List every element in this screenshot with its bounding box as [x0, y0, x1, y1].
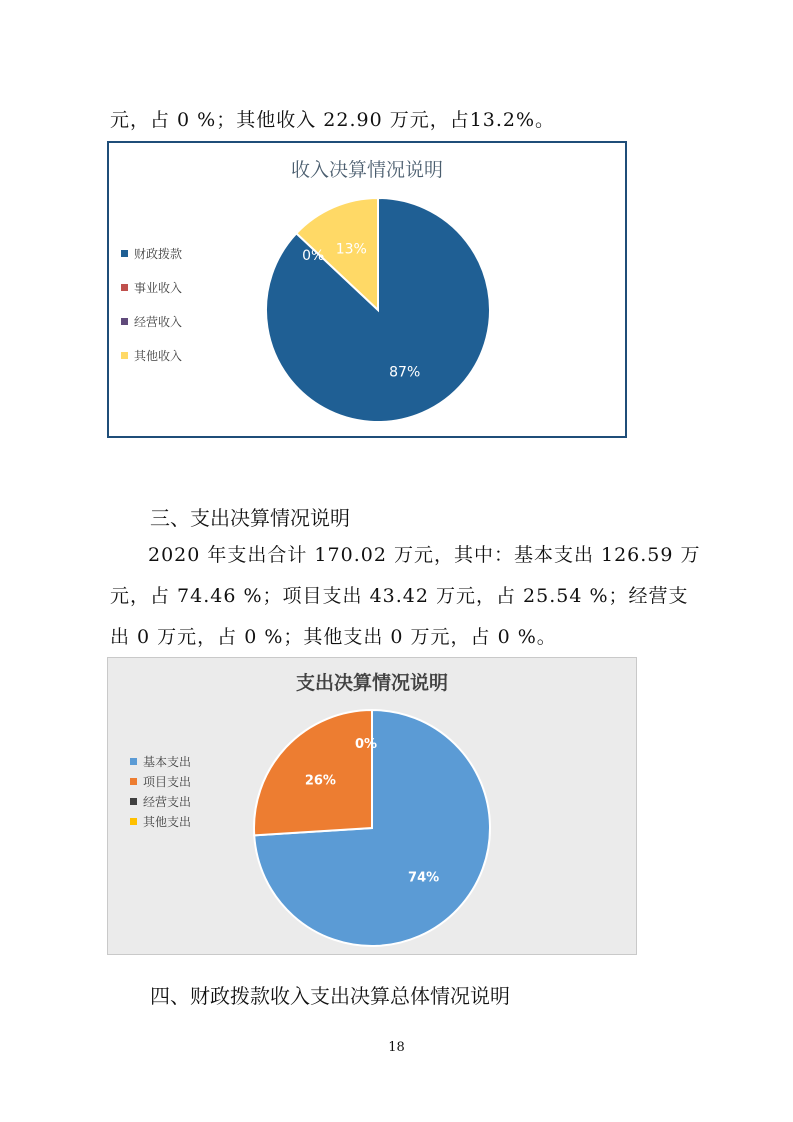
- legend-label: 经营收入: [134, 314, 183, 329]
- income-pie-chart: [107, 141, 627, 438]
- legend-label: 财政拨款: [134, 246, 183, 261]
- pie-data-label: 0%: [354, 737, 378, 753]
- expenditure-pie-chart: [107, 657, 637, 955]
- legend-label: 其他收入: [134, 348, 183, 363]
- section-heading: 三、支出决算情况说明: [150, 506, 350, 530]
- pie-data-label: 0%: [302, 247, 325, 264]
- pie-plot: [109, 143, 625, 436]
- legend-label: 经营支出: [143, 794, 192, 809]
- body-text: 出 0 万元，占 0 %；其他支出 0 万元，占 0 %。: [110, 626, 557, 648]
- pie-plot: [108, 658, 636, 954]
- pie-data-label: 26%: [304, 773, 336, 789]
- pie-data-label: 13%: [335, 241, 367, 258]
- legend-label: 基本支出: [143, 754, 192, 769]
- legend-label: 其他支出: [143, 814, 192, 829]
- section-heading: 四、财政拨款收入支出决算总体情况说明: [150, 984, 510, 1008]
- chart-title: 支出决算情况说明: [295, 672, 448, 694]
- body-text: 元，占 74.46 %；项目支出 43.42 万元，占 25.54 %；经营支: [110, 585, 689, 607]
- body-text: 2020 年支出合计 170.02 万元，其中：基本支出 126.59 万: [148, 544, 701, 566]
- page-number: 18: [388, 1040, 405, 1055]
- chart-title: 收入决算情况说明: [290, 159, 443, 181]
- legend-label: 事业收入: [134, 280, 183, 295]
- pie-data-label: 74%: [408, 870, 440, 886]
- legend-label: 项目支出: [143, 774, 192, 789]
- pie-data-label: 87%: [389, 364, 421, 381]
- intro-line: 元，占 0 %；其他收入 22.90 万元，占13.2%。: [110, 109, 556, 131]
